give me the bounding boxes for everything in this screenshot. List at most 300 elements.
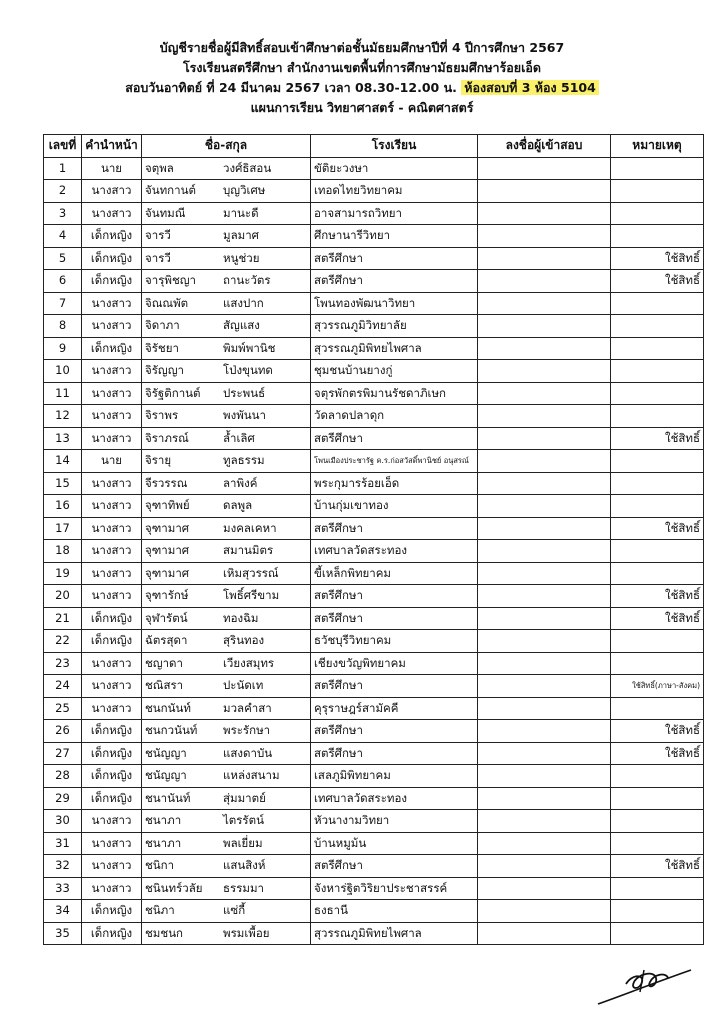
row-signature-cell xyxy=(478,540,611,563)
row-signature-cell xyxy=(478,562,611,585)
last-name: มงคลเคหา xyxy=(223,520,277,535)
row-number: 3 xyxy=(44,202,82,225)
row-name xyxy=(142,630,311,653)
row-school: เทอดไทยวิทยาคม xyxy=(311,180,478,203)
row-prefix: นางสาว xyxy=(82,360,142,383)
row-school: ชุมชนบ้านยางกู่ xyxy=(311,360,478,383)
row-name xyxy=(142,697,311,720)
row-number: 14 xyxy=(44,450,82,473)
first-name: จิณณพัต xyxy=(145,295,189,310)
row-number: 35 xyxy=(44,922,82,945)
first-name: จุฑาทิพย์ xyxy=(145,498,190,512)
row-remark xyxy=(611,922,704,945)
row-number: 26 xyxy=(44,720,82,743)
row-name xyxy=(142,675,311,698)
row-remark xyxy=(611,630,704,653)
row-number: 34 xyxy=(44,900,82,923)
table-row xyxy=(44,922,704,945)
row-remark: ใช้สิทธิ์ xyxy=(611,247,704,270)
row-name xyxy=(142,495,311,518)
row-name xyxy=(142,787,311,810)
table-row xyxy=(44,405,704,428)
title-line: บัญชีรายชื่อผู้มีสิทธิ์สอบเข้าศึกษาต่อชั้นมัธยมศึกษาปีที่ 4 ปีการศึกษา 2567 xyxy=(159,40,565,55)
table-row xyxy=(44,315,704,338)
row-remark: ใช้สิทธิ์ xyxy=(611,270,704,293)
row-signature-cell xyxy=(478,517,611,540)
row-remark xyxy=(611,450,704,473)
last-name: ไตรรัตน์ xyxy=(223,813,264,827)
first-name: จุฑามาศ xyxy=(145,565,190,580)
table-row xyxy=(44,180,704,203)
row-signature-cell xyxy=(478,337,611,360)
first-name: ฉัตรสุดา xyxy=(145,633,188,647)
row-number: 10 xyxy=(44,360,82,383)
row-prefix: เด็กหญิง xyxy=(82,270,142,293)
last-name: แสงปาก xyxy=(223,295,264,310)
row-number: 32 xyxy=(44,855,82,878)
first-name: จุฬารัตน์ xyxy=(145,610,188,625)
row-school: สุวรรณภูมิพิทยไพศาล xyxy=(311,337,478,360)
last-name: ถานะวัตร xyxy=(223,273,271,287)
row-remark xyxy=(611,697,704,720)
row-name xyxy=(142,720,311,743)
row-number: 31 xyxy=(44,832,82,855)
row-signature-cell xyxy=(478,585,611,608)
school-line: โรงเรียนสตรีศึกษา สำนักงานเขตพื้นที่การศึกษามัธยมศึกษาร้อยเอ็ด xyxy=(182,60,542,75)
last-name: มวลคำสา xyxy=(223,700,272,715)
row-name xyxy=(142,765,311,788)
row-prefix: นางสาว xyxy=(82,292,142,315)
row-name xyxy=(142,450,311,473)
row-number: 24 xyxy=(44,675,82,698)
last-name: บุญวิเศษ xyxy=(223,183,266,197)
row-name xyxy=(142,877,311,900)
table-row xyxy=(44,585,704,608)
last-name: โป่งขุนทด xyxy=(223,363,273,377)
row-number: 12 xyxy=(44,405,82,428)
row-number: 27 xyxy=(44,742,82,765)
row-signature-cell xyxy=(478,270,611,293)
row-prefix: เด็กหญิง xyxy=(82,765,142,788)
row-signature-cell xyxy=(478,742,611,765)
table-row xyxy=(44,675,704,698)
row-number: 33 xyxy=(44,877,82,900)
row-school: เสลภูมิพิทยาคม xyxy=(311,765,478,788)
table-row xyxy=(44,225,704,248)
last-name: สัญแสง xyxy=(223,318,260,332)
row-name xyxy=(142,585,311,608)
row-remark xyxy=(611,472,704,495)
document-header xyxy=(0,38,724,118)
first-name: จิราภรณ์ xyxy=(145,430,189,445)
row-name xyxy=(142,517,311,540)
last-name: แสนสิงห์ xyxy=(223,858,266,872)
last-name: สมานมิตร xyxy=(223,543,274,557)
row-number: 17 xyxy=(44,517,82,540)
row-remark: ใช้สิทธิ์(ภาษา-สังคม) xyxy=(611,675,704,698)
first-name: จิรัฐติกานต์ xyxy=(145,385,201,400)
first-name: จารุพิชญา xyxy=(145,273,197,287)
row-name xyxy=(142,202,311,225)
last-name: ลาพิงค์ xyxy=(223,475,258,490)
row-remark xyxy=(611,877,704,900)
first-name: ชนัญญา xyxy=(145,768,187,782)
row-prefix: นางสาว xyxy=(82,652,142,675)
row-prefix: เด็กหญิง xyxy=(82,922,142,945)
first-name: จิดาภา xyxy=(145,318,180,332)
row-prefix: นางสาว xyxy=(82,562,142,585)
row-remark xyxy=(611,765,704,788)
row-signature-cell xyxy=(478,292,611,315)
first-name: จุฑามาศ xyxy=(145,520,190,535)
row-school: คุรุราษฎร์สามัคคี xyxy=(311,697,478,720)
last-name: พิมพ์พานิช xyxy=(223,340,276,355)
first-name: จันทมณี xyxy=(145,205,186,220)
row-prefix: เด็กหญิง xyxy=(82,607,142,630)
row-name xyxy=(142,540,311,563)
first-name: จิรายุ xyxy=(145,453,172,467)
row-number: 19 xyxy=(44,562,82,585)
table-row xyxy=(44,450,704,473)
row-school: โพนทองพัฒนาวิทยา xyxy=(311,292,478,315)
first-name: ชญาดา xyxy=(145,655,183,670)
row-name xyxy=(142,427,311,450)
row-remark xyxy=(611,405,704,428)
table-row xyxy=(44,697,704,720)
signature-image xyxy=(596,960,696,1010)
row-prefix: เด็กหญิง xyxy=(82,225,142,248)
col-prefix-header: คำนำหน้า xyxy=(82,135,142,158)
row-school: สุวรรณภูมิพิทยไพศาล xyxy=(311,922,478,945)
row-prefix: นางสาว xyxy=(82,315,142,338)
first-name: จิรัญญา xyxy=(145,363,184,377)
last-name: เหิมสุวรรณ์ xyxy=(223,565,279,580)
table-row xyxy=(44,607,704,630)
row-name xyxy=(142,652,311,675)
row-number: 15 xyxy=(44,472,82,495)
row-number: 18 xyxy=(44,540,82,563)
row-school: สตรีศึกษา xyxy=(311,855,478,878)
row-prefix: นางสาว xyxy=(82,832,142,855)
row-school: จตุรพักตรพิมานรัชดาภิเษก xyxy=(311,382,478,405)
row-prefix: นางสาว xyxy=(82,472,142,495)
row-remark xyxy=(611,787,704,810)
row-prefix: นางสาว xyxy=(82,382,142,405)
first-name: ชนัญญา xyxy=(145,745,187,760)
row-name xyxy=(142,607,311,630)
row-remark: ใช้สิทธิ์ xyxy=(611,607,704,630)
row-remark xyxy=(611,315,704,338)
first-name: ชนาภา xyxy=(145,813,182,827)
table-body xyxy=(44,157,704,945)
last-name: โพธิ์ศรีขาม xyxy=(223,588,280,602)
table-row xyxy=(44,765,704,788)
row-signature-cell xyxy=(478,810,611,833)
row-prefix: นางสาว xyxy=(82,855,142,878)
row-school: สตรีศึกษา xyxy=(311,247,478,270)
first-name: ชนาภา xyxy=(145,835,182,850)
col-name-header: ชื่อ-สกุล xyxy=(142,135,311,158)
exam-date-line xyxy=(0,78,724,98)
table-row xyxy=(44,877,704,900)
row-signature-cell xyxy=(478,495,611,518)
col-school-header: โรงเรียน xyxy=(311,135,478,158)
table-row xyxy=(44,472,704,495)
row-number: 4 xyxy=(44,225,82,248)
row-remark xyxy=(611,652,704,675)
row-school: สตรีศึกษา xyxy=(311,675,478,698)
row-name xyxy=(142,855,311,878)
row-signature-cell xyxy=(478,247,611,270)
last-name: ดลพูล xyxy=(223,498,253,512)
last-name: ธรรมมา xyxy=(223,880,264,895)
first-name: ชนกนันท์ xyxy=(145,700,191,715)
row-prefix: นางสาว xyxy=(82,675,142,698)
last-name: วงศ์ธิสอน xyxy=(223,160,272,175)
first-name: ชนกวนันท์ xyxy=(145,723,198,737)
row-number: 5 xyxy=(44,247,82,270)
row-prefix: นางสาว xyxy=(82,495,142,518)
row-school: อาจสามารถวิทยา xyxy=(311,202,478,225)
row-remark xyxy=(611,562,704,585)
row-number: 22 xyxy=(44,630,82,653)
first-name: จันทกานต์ xyxy=(145,183,196,197)
table-row xyxy=(44,202,704,225)
row-school: เทศบาลวัดสระทอง xyxy=(311,787,478,810)
row-school: สตรีศึกษา xyxy=(311,517,478,540)
row-signature-cell xyxy=(478,427,611,450)
row-name xyxy=(142,270,311,293)
row-prefix: นางสาว xyxy=(82,585,142,608)
row-remark xyxy=(611,495,704,518)
row-number: 11 xyxy=(44,382,82,405)
table-row xyxy=(44,742,704,765)
row-signature-cell xyxy=(478,720,611,743)
table-row xyxy=(44,247,704,270)
row-school: จังหาร่ฐิตวิริยาประชาสรรค์ xyxy=(311,877,478,900)
row-signature-cell xyxy=(478,472,611,495)
row-school: สตรีศึกษา xyxy=(311,607,478,630)
table-row xyxy=(44,787,704,810)
row-prefix: นางสาว xyxy=(82,540,142,563)
row-prefix: นางสาว xyxy=(82,877,142,900)
first-name: จีรวรรณ xyxy=(145,475,188,490)
row-name xyxy=(142,360,311,383)
table-row xyxy=(44,630,704,653)
table-row xyxy=(44,270,704,293)
table-row xyxy=(44,900,704,923)
row-remark xyxy=(611,180,704,203)
row-number: 2 xyxy=(44,180,82,203)
table-row xyxy=(44,562,704,585)
row-school: สตรีศึกษา xyxy=(311,720,478,743)
row-name xyxy=(142,337,311,360)
row-remark xyxy=(611,337,704,360)
row-remark: ใช้สิทธิ์ xyxy=(611,855,704,878)
table-header-row xyxy=(44,135,704,158)
first-name: จตุพล xyxy=(145,160,174,175)
row-signature-cell xyxy=(478,697,611,720)
row-school: สตรีศึกษา xyxy=(311,270,478,293)
row-remark xyxy=(611,202,704,225)
row-signature-cell xyxy=(478,607,611,630)
row-prefix: เด็กหญิง xyxy=(82,337,142,360)
row-school: พระกุมารร้อยเอ็ด xyxy=(311,472,478,495)
row-name xyxy=(142,315,311,338)
candidate-table xyxy=(43,134,704,945)
row-name xyxy=(142,832,311,855)
row-prefix: นางสาว xyxy=(82,517,142,540)
last-name: ทองฉิม xyxy=(223,610,259,625)
row-number: 7 xyxy=(44,292,82,315)
row-prefix: เด็กหญิง xyxy=(82,742,142,765)
row-signature-cell xyxy=(478,765,611,788)
last-name: เวียงสมุทร xyxy=(223,655,275,670)
first-name: ชมชนก xyxy=(145,925,184,940)
table-row xyxy=(44,810,704,833)
row-remark xyxy=(611,157,704,180)
first-name: จารวี xyxy=(145,228,171,242)
first-name: จิรัชยา xyxy=(145,340,179,355)
first-name: ชนินทร์วลัย xyxy=(145,880,203,895)
row-signature-cell xyxy=(478,787,611,810)
row-number: 8 xyxy=(44,315,82,338)
row-name xyxy=(142,472,311,495)
exam-room-highlight: ห้องสอบที่ 3 ห้อง 5104 xyxy=(461,80,599,95)
col-remark-header: หมายเหตุ xyxy=(611,135,704,158)
row-number: 6 xyxy=(44,270,82,293)
row-signature-cell xyxy=(478,225,611,248)
last-name: แสงดาบัน xyxy=(223,745,273,760)
row-school: ขัติยะวงษา xyxy=(311,157,478,180)
row-school: ศึกษานารีวิทยา xyxy=(311,225,478,248)
row-signature-cell xyxy=(478,675,611,698)
row-number: 13 xyxy=(44,427,82,450)
last-name: ปะนัดเท xyxy=(223,678,264,692)
row-prefix: นางสาว xyxy=(82,427,142,450)
row-remark: ใช้สิทธิ์ xyxy=(611,517,704,540)
last-name: ล้ำเลิศ xyxy=(223,430,255,445)
row-name xyxy=(142,900,311,923)
col-sign-header: ลงชื่อผู้เข้าสอบ xyxy=(478,135,611,158)
first-name: จุฑามาศ xyxy=(145,543,190,557)
row-signature-cell xyxy=(478,382,611,405)
table-row xyxy=(44,652,704,675)
row-remark xyxy=(611,832,704,855)
row-name xyxy=(142,562,311,585)
row-signature-cell xyxy=(478,360,611,383)
row-school: สตรีศึกษา xyxy=(311,742,478,765)
row-name xyxy=(142,742,311,765)
row-signature-cell xyxy=(478,652,611,675)
row-signature-cell xyxy=(478,450,611,473)
row-signature-cell xyxy=(478,900,611,923)
first-name: ชนิกา xyxy=(145,858,175,872)
first-name: จุฑารักษ์ xyxy=(145,588,189,602)
row-name xyxy=(142,157,311,180)
first-name: ชนิภา xyxy=(145,903,175,917)
table-row xyxy=(44,337,704,360)
last-name: แหล่งสนาม xyxy=(223,768,280,782)
last-name: สุรินทอง xyxy=(223,633,265,647)
row-name xyxy=(142,180,311,203)
row-prefix: เด็กหญิง xyxy=(82,720,142,743)
row-number: 16 xyxy=(44,495,82,518)
row-name xyxy=(142,810,311,833)
row-name xyxy=(142,922,311,945)
row-prefix: นางสาว xyxy=(82,202,142,225)
table-row xyxy=(44,720,704,743)
row-prefix: นางสาว xyxy=(82,697,142,720)
row-prefix: นางสาว xyxy=(82,180,142,203)
last-name: พรมเพื้อย xyxy=(223,925,270,940)
first-name: จารวี xyxy=(145,250,171,265)
table-row xyxy=(44,832,704,855)
table-row xyxy=(44,292,704,315)
row-school: สุวรรณภูมิวิทยาลัย xyxy=(311,315,478,338)
row-school: ขี้เหล็กพิทยาคม xyxy=(311,562,478,585)
row-school: เทศบาลวัดสระทอง xyxy=(311,540,478,563)
row-signature-cell xyxy=(478,832,611,855)
row-remark: ใช้สิทธิ์ xyxy=(611,427,704,450)
row-name xyxy=(142,405,311,428)
row-school: วัดลาดปลาดุก xyxy=(311,405,478,428)
row-school: ธงธานี xyxy=(311,900,478,923)
row-remark xyxy=(611,810,704,833)
last-name: ทูลธรรม xyxy=(223,453,265,467)
row-number: 28 xyxy=(44,765,82,788)
row-remark xyxy=(611,360,704,383)
row-signature-cell xyxy=(478,405,611,428)
row-signature-cell xyxy=(478,202,611,225)
table-row xyxy=(44,360,704,383)
row-remark xyxy=(611,540,704,563)
row-prefix: เด็กหญิง xyxy=(82,630,142,653)
row-signature-cell xyxy=(478,877,611,900)
table-row xyxy=(44,517,704,540)
row-remark: ใช้สิทธิ์ xyxy=(611,720,704,743)
row-prefix: เด็กหญิง xyxy=(82,787,142,810)
last-name: พระรักษา xyxy=(223,723,271,737)
exam-date-text: สอบวันอาทิตย์ ที่ 24 มีนาคม 2567 เวลา 08.30-12.00 น. xyxy=(125,80,457,95)
row-number: 20 xyxy=(44,585,82,608)
row-number: 1 xyxy=(44,157,82,180)
row-school: สตรีศึกษา xyxy=(311,427,478,450)
last-name: มูลมาศ xyxy=(223,228,259,242)
row-number: 23 xyxy=(44,652,82,675)
row-school: บ้านกุ่มเขาทอง xyxy=(311,495,478,518)
row-school: เชียงขวัญพิทยาคม xyxy=(311,652,478,675)
row-remark xyxy=(611,225,704,248)
row-school: หัวนางามวิทยา xyxy=(311,810,478,833)
row-name xyxy=(142,382,311,405)
row-prefix: นาย xyxy=(82,157,142,180)
row-signature-cell xyxy=(478,855,611,878)
last-name: แซ่กี้ xyxy=(223,903,246,917)
row-remark xyxy=(611,292,704,315)
row-prefix: นาย xyxy=(82,450,142,473)
row-number: 25 xyxy=(44,697,82,720)
row-remark xyxy=(611,382,704,405)
row-school: สตรีศึกษา xyxy=(311,585,478,608)
row-signature-cell xyxy=(478,630,611,653)
row-prefix: เด็กหญิง xyxy=(82,247,142,270)
last-name: หนูช่วย xyxy=(223,250,260,265)
row-name xyxy=(142,292,311,315)
row-prefix: นางสาว xyxy=(82,810,142,833)
study-plan-line: แผนการเรียน วิทยาศาสตร์ - คณิตศาสตร์ xyxy=(250,100,474,115)
last-name: ประพนธ์ xyxy=(223,385,266,400)
